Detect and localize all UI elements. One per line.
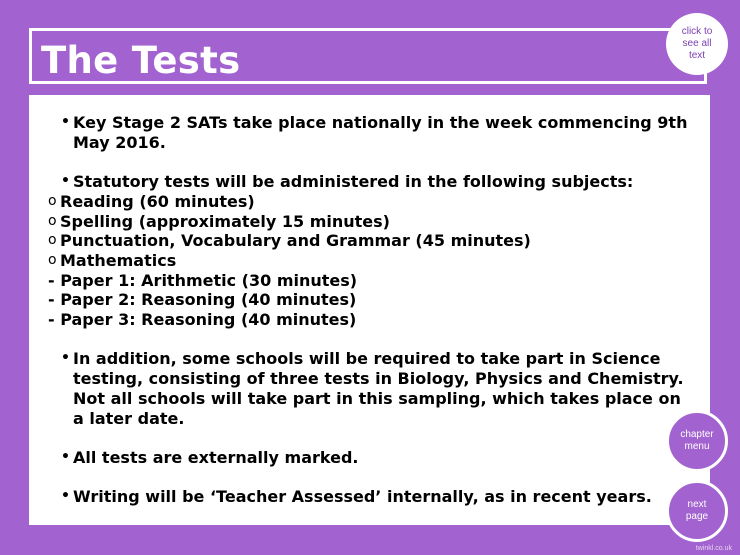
- subject-text: Spelling (approximately 15 minutes): [60, 211, 390, 231]
- next-page-button[interactable]: [666, 480, 728, 542]
- bullet-icon: •: [61, 173, 70, 190]
- bullet-text: Key Stage 2 SATs take place nationally in the week commencing 9th May 2016.: [73, 113, 688, 152]
- bullet-text: Writing will be ‘Teacher Assessed’ internally, as in recent years.: [73, 487, 652, 507]
- circle-bullet-icon: o: [48, 251, 57, 268]
- bullet-item: [61, 448, 691, 468]
- bullet-icon: •: [61, 488, 70, 505]
- see-all-text-label: click to see all text: [681, 26, 713, 61]
- bullet-item: [61, 172, 691, 192]
- paper-item: - Paper 2: Reasoning (40 minutes): [48, 290, 357, 310]
- bullet-text: In addition, some schools will be required to take part in Science testing, consisting of three tests in Biology, Physics and Chemistry. Not all schools will take part in this sampling, which takes place on a later date.: [73, 349, 684, 428]
- bullet-item: [61, 349, 691, 428]
- paper-item: - Paper 3: Reasoning (40 minutes): [48, 310, 357, 330]
- bullet-text: All tests are externally marked.: [73, 447, 359, 467]
- bullet-icon: •: [61, 350, 70, 367]
- circle-bullet-icon: o: [48, 232, 57, 249]
- subject-text: Reading (60 minutes): [60, 191, 255, 211]
- title-box: [29, 28, 707, 84]
- content-text: [48, 113, 691, 507]
- circle-bullet-icon: o: [48, 212, 57, 229]
- bullet-item: [61, 487, 691, 507]
- bullet-text: Statutory tests will be administered in the following subjects:: [73, 172, 634, 192]
- chapter-menu-button[interactable]: [666, 410, 728, 472]
- next-page-label: next page: [685, 499, 709, 522]
- bullet-item: [61, 113, 691, 152]
- bullet-icon: •: [61, 114, 70, 130]
- subject-text: Punctuation, Vocabulary and Grammar (45 minutes): [60, 231, 531, 251]
- see-all-text-button[interactable]: [666, 13, 728, 75]
- bullet-icon: •: [61, 448, 70, 465]
- subject-item: [48, 212, 691, 232]
- chapter-menu-label: chapter menu: [680, 429, 714, 452]
- paper-item: - Paper 1: Arithmetic (30 minutes): [48, 270, 358, 290]
- subject-item: [48, 231, 691, 251]
- subject-text: Mathematics: [60, 250, 177, 270]
- footer-credit: twinkl.co.uk: [695, 545, 732, 552]
- subject-item: [48, 192, 691, 212]
- subject-item: [48, 251, 691, 271]
- page-title: The Tests: [41, 39, 241, 82]
- circle-bullet-icon: o: [48, 192, 57, 209]
- content-panel: [29, 95, 710, 525]
